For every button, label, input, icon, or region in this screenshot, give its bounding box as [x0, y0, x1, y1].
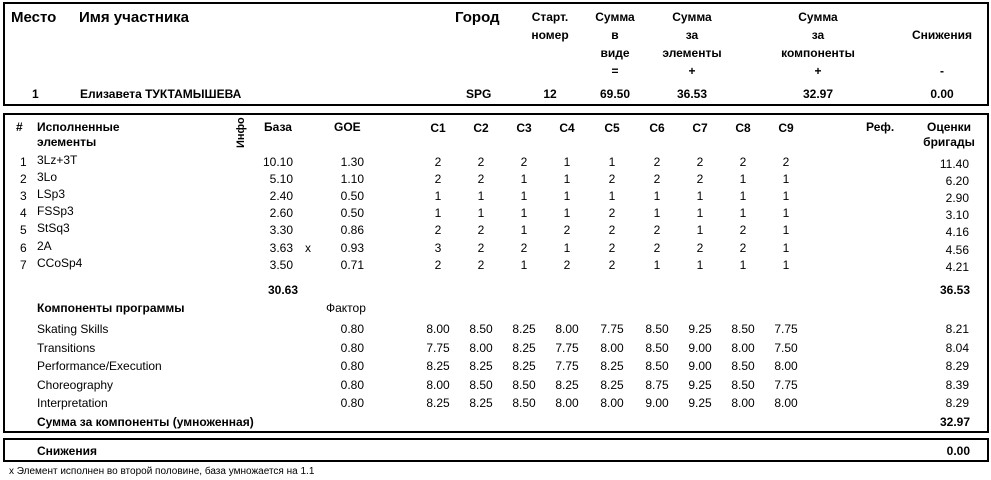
judge-mark: 1 — [782, 206, 790, 221]
base-total: 30.63 — [267, 283, 298, 297]
judge-mark: 1 — [739, 189, 747, 204]
component-name: Transitions — [37, 340, 96, 355]
judge-mark: 2 — [563, 223, 571, 238]
judge-mark: 8.25 — [512, 359, 536, 373]
factor-label: Фактор — [326, 301, 366, 315]
deductions-box-label: Снижения — [37, 444, 97, 458]
judge-mark: 2 — [434, 257, 442, 272]
judge-mark: 8.25 — [600, 359, 624, 373]
col-elements: Исполненные элементы — [37, 120, 120, 149]
judge-mark: 2 — [782, 155, 790, 169]
judge-mark: 1 — [477, 206, 485, 221]
component-score: 8.39 — [945, 377, 969, 392]
judge-mark: 2 — [477, 223, 485, 238]
judge-mark: 1 — [653, 257, 661, 272]
judge-mark: 2 — [477, 172, 485, 187]
judge-mark: 1 — [696, 206, 704, 221]
judge-mark: 8.00 — [600, 340, 624, 355]
skater-name: Елизавета ТУКТАМЫШЕВА — [80, 87, 242, 101]
element-base: 2.40 — [269, 189, 293, 204]
judge-mark: 1 — [739, 257, 747, 272]
judge-mark: 7.50 — [774, 340, 798, 355]
element-number: 6 — [20, 240, 27, 255]
element-base: 3.30 — [269, 223, 293, 238]
judge-mark: 2 — [608, 240, 616, 255]
component-score: 8.04 — [945, 340, 969, 355]
element-base: 2.60 — [269, 206, 293, 221]
judge-mark: 2 — [739, 223, 747, 238]
skater-city: SPG — [466, 87, 492, 101]
judge-header-5: C5 — [604, 121, 620, 135]
judge-mark: 2 — [477, 240, 485, 255]
judge-mark: 7.75 — [774, 322, 798, 336]
judge-mark: 8.25 — [555, 377, 579, 392]
element-name: FSSp3 — [37, 204, 74, 219]
judge-mark: 9.00 — [645, 396, 669, 410]
element-name: CCoSp4 — [37, 255, 83, 270]
judge-mark: 2 — [653, 223, 661, 238]
judge-mark: 1 — [696, 189, 704, 204]
col-ref: Реф. — [866, 120, 895, 134]
judge-mark: 1 — [520, 189, 528, 204]
component-factor: 0.80 — [340, 377, 364, 392]
judge-mark: 1 — [782, 189, 790, 204]
element-number: 2 — [20, 172, 27, 187]
judge-mark: 8.50 — [469, 322, 493, 336]
component-factor: 0.80 — [340, 396, 364, 410]
judge-mark: 8.25 — [512, 322, 536, 336]
judge-mark: 2 — [653, 155, 661, 169]
judge-mark: 2 — [434, 223, 442, 238]
element-number: 5 — [20, 223, 27, 238]
element-score: 11.40 — [939, 157, 969, 171]
element-goe: 0.71 — [340, 257, 364, 272]
judge-mark: 8.25 — [469, 359, 493, 373]
component-score: 8.29 — [945, 396, 969, 410]
judge-mark: 1 — [653, 206, 661, 221]
element-name: 3Lz+3T — [37, 153, 78, 167]
judge-mark: 2 — [477, 155, 485, 169]
judge-mark: 2 — [696, 172, 704, 187]
judge-mark: 2 — [608, 206, 616, 221]
element-goe: 0.50 — [340, 189, 364, 204]
judge-mark: 8.50 — [512, 396, 536, 410]
judge-header-1: C1 — [430, 121, 446, 135]
judge-mark: 8.00 — [555, 322, 579, 336]
judge-mark: 2 — [739, 240, 747, 255]
judge-mark: 8.00 — [555, 396, 579, 410]
judge-mark: 2 — [696, 155, 704, 169]
judge-mark: 1 — [739, 206, 747, 221]
judge-header-9: C9 — [778, 121, 794, 135]
judge-mark: 2 — [696, 240, 704, 255]
judge-mark: 1 — [782, 223, 790, 238]
judge-mark: 1 — [563, 240, 571, 255]
element-name: 3Lo — [37, 170, 58, 185]
component-name: Skating Skills — [37, 322, 109, 336]
judge-mark: 9.25 — [688, 322, 712, 336]
judge-mark: 1 — [434, 189, 442, 204]
judge-mark: 8.00 — [426, 322, 450, 336]
element-score: 2.90 — [945, 191, 969, 206]
judge-mark: 8.00 — [731, 396, 755, 410]
element-name: LSp3 — [37, 187, 66, 202]
judge-mark: 8.50 — [731, 322, 755, 336]
judge-mark: 2 — [608, 172, 616, 187]
judge-mark: 1 — [520, 172, 528, 187]
judge-mark: 1 — [520, 257, 528, 272]
judge-mark: 8.50 — [645, 340, 669, 355]
judge-mark: 1 — [563, 206, 571, 221]
place-label: Место — [11, 9, 57, 26]
judge-mark: 1 — [653, 189, 661, 204]
skater-place: 1 — [32, 87, 39, 101]
judge-mark: 7.75 — [555, 359, 579, 373]
judge-mark: 1 — [782, 257, 790, 272]
skater-total: 69.50 — [599, 87, 631, 101]
judge-mark: 1 — [520, 206, 528, 221]
judge-mark: 2 — [477, 257, 485, 272]
element-score: 3.10 — [945, 208, 969, 223]
element-number: 4 — [20, 206, 27, 221]
judge-mark: 8.00 — [426, 377, 450, 392]
components-total: 32.97 — [939, 415, 970, 429]
judge-mark: 1 — [563, 189, 571, 204]
judge-mark: 1 — [608, 189, 616, 204]
judge-mark: 2 — [520, 240, 528, 255]
name-label: Имя участника — [79, 9, 190, 26]
judge-mark: 8.50 — [512, 377, 536, 392]
judge-mark: 7.75 — [600, 322, 624, 336]
component-name: Interpretation — [37, 396, 108, 410]
judge-mark: 2 — [739, 155, 747, 169]
judge-mark: 1 — [477, 189, 485, 204]
component-factor: 0.80 — [340, 359, 364, 373]
judge-header-4: C4 — [559, 121, 575, 135]
component-name: Choreography — [37, 377, 114, 392]
element-goe: 1.10 — [340, 172, 364, 187]
element-base: 3.63 — [269, 240, 293, 255]
judge-mark: 8.50 — [469, 377, 493, 392]
element-goe: 0.86 — [340, 223, 364, 238]
element-name: 2A — [37, 238, 52, 253]
judge-mark: 9.25 — [688, 396, 712, 410]
judge-mark: 2 — [434, 155, 442, 169]
judge-mark: 8.00 — [600, 396, 624, 410]
judge-header-6: C6 — [649, 121, 665, 135]
judge-mark: 8.00 — [731, 340, 755, 355]
judge-mark: 8.25 — [426, 359, 450, 373]
elements-score-total: 36.53 — [939, 283, 970, 297]
judge-mark: 1 — [520, 223, 528, 238]
components-score-label: Сумма за компоненты + — [781, 10, 855, 78]
judge-mark: 2 — [563, 257, 571, 272]
element-number: 7 — [20, 257, 27, 272]
judge-mark: 1 — [434, 206, 442, 221]
judge-mark: 1 — [563, 155, 571, 169]
skater-start-number: 12 — [543, 87, 557, 101]
element-number: 3 — [20, 189, 27, 204]
element-base: 10.10 — [262, 155, 293, 169]
component-factor: 0.80 — [340, 322, 364, 336]
component-factor: 0.80 — [340, 340, 364, 355]
judge-mark: 7.75 — [426, 340, 450, 355]
element-info: x — [305, 240, 311, 255]
judge-mark: 1 — [782, 240, 790, 255]
deductions-label: Снижения - — [912, 28, 972, 78]
component-score: 8.21 — [945, 322, 969, 336]
deductions-box-value: 0.00 — [946, 444, 970, 458]
col-info: Инфо — [235, 117, 247, 148]
start-number-label: Старт. номер — [531, 10, 569, 42]
element-goe: 0.50 — [340, 206, 364, 221]
judge-mark: 7.75 — [555, 340, 579, 355]
element-score: 4.56 — [945, 242, 969, 257]
judge-mark: 2 — [653, 172, 661, 187]
judge-mark: 8.50 — [645, 359, 669, 373]
judge-header-2: C2 — [473, 121, 489, 135]
judge-mark: 1 — [739, 172, 747, 187]
footnote: x Элемент исполнен во второй половине, база умножается на 1.1 — [9, 466, 315, 477]
judge-mark: 3 — [434, 240, 442, 255]
total-score-label: Сумма в виде = — [595, 10, 635, 78]
judge-header-7: C7 — [692, 121, 708, 135]
judge-mark: 8.50 — [731, 377, 755, 392]
judge-mark: 9.25 — [688, 377, 712, 392]
element-name: StSq3 — [37, 221, 70, 236]
judge-header-3: C3 — [516, 121, 532, 135]
judge-mark: 9.00 — [688, 359, 712, 373]
judge-mark: 1 — [782, 172, 790, 187]
judge-mark: 8.75 — [645, 377, 669, 392]
judge-mark: 8.00 — [774, 359, 798, 373]
judge-mark: 2 — [608, 257, 616, 272]
element-goe: 1.30 — [340, 155, 364, 169]
judge-mark: 8.00 — [774, 396, 798, 410]
col-base: База — [264, 120, 292, 134]
element-score: 4.21 — [945, 259, 969, 274]
element-score: 6.20 — [945, 174, 969, 189]
city-label: Город — [455, 9, 500, 26]
judge-mark: 8.25 — [426, 396, 450, 410]
judge-mark: 8.50 — [645, 322, 669, 336]
judge-mark: 8.25 — [512, 340, 536, 355]
judge-mark: 8.25 — [600, 377, 624, 392]
judge-mark: 7.75 — [774, 377, 798, 392]
skater-components-score: 32.97 — [802, 87, 834, 101]
deductions-box — [3, 438, 989, 462]
col-score: Оценки бригады — [923, 120, 975, 149]
elements-score-label: Сумма за элементы + — [662, 10, 722, 78]
judge-mark: 2 — [434, 172, 442, 187]
judge-mark: 1 — [696, 223, 704, 238]
components-title: Компоненты программы — [37, 301, 185, 315]
judge-mark: 2 — [520, 155, 528, 169]
component-name: Performance/Execution — [37, 359, 162, 373]
judge-mark: 8.25 — [469, 396, 493, 410]
judge-mark: 2 — [653, 240, 661, 255]
judge-mark: 8.00 — [469, 340, 493, 355]
element-base: 3.50 — [269, 257, 293, 272]
judge-mark: 1 — [608, 155, 616, 169]
judge-header-8: C8 — [735, 121, 751, 135]
judge-mark: 2 — [608, 223, 616, 238]
judge-mark: 9.00 — [688, 340, 712, 355]
col-goe: GOE — [334, 120, 361, 134]
skater-deductions: 0.00 — [930, 87, 954, 101]
judge-mark: 8.50 — [731, 359, 755, 373]
element-base: 5.10 — [269, 172, 293, 187]
element-goe: 0.93 — [340, 240, 364, 255]
col-number: # — [16, 120, 23, 134]
judge-mark: 1 — [696, 257, 704, 272]
element-number: 1 — [20, 155, 27, 169]
skater-elements-score: 36.53 — [676, 87, 708, 101]
component-score: 8.29 — [945, 359, 969, 373]
element-score: 4.16 — [945, 225, 969, 240]
judge-mark: 1 — [563, 172, 571, 187]
components-total-label: Сумма за компоненты (умноженная) — [37, 415, 254, 429]
